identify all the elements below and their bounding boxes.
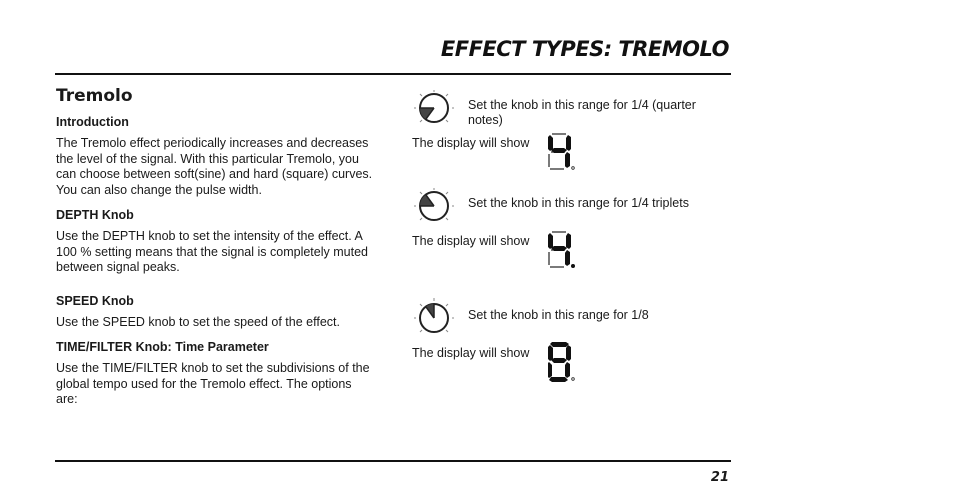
time-text: Use the TIME/FILTER knob to set the subdivisions of the global tempo used for the Tremolo effect. The options are:	[56, 361, 370, 406]
knob-range-eighth-icon	[412, 298, 460, 338]
display-label: The display will show	[412, 234, 530, 248]
page-number: 21	[710, 470, 729, 485]
right-column	[412, 88, 732, 396]
seven-segment-display-4-dot	[548, 230, 576, 270]
option-quarter	[412, 88, 732, 186]
option-eighth	[412, 298, 732, 396]
seven-segment-display-8	[548, 342, 576, 382]
depth-text: Use the DEPTH knob to set the intensity of the effect. A 100 % setting means that the signal is completely muted between signal peaks.	[56, 229, 368, 274]
page-header-title: EFFECT TYPES: TREMOLO	[440, 37, 729, 61]
knob-range-quarter-icon	[412, 88, 460, 128]
depth-heading: DEPTH Knob	[56, 208, 134, 222]
intro-heading: Introduction	[56, 115, 129, 129]
speed-text: Use the SPEED knob to set the speed of the effect.	[56, 314, 340, 329]
knob-range-triplet-icon	[412, 186, 460, 226]
time-heading: TIME/FILTER Knob: Time Parameter	[56, 340, 269, 354]
seven-segment-display-4	[548, 132, 576, 172]
speed-heading: SPEED Knob	[56, 293, 134, 308]
option-quarter-triplets	[412, 186, 732, 284]
header-rule	[55, 73, 731, 75]
intro-text: The Tremolo effect periodically increases and decreases the level of the signal. With this particular Tremolo, you can choose between soft(sine) and hard (square) curves. You can also change the pulse width.	[56, 136, 373, 197]
left-column	[56, 86, 376, 418]
knob-instruction: Set the knob in this range for 1/4 (quarter notes)	[468, 98, 696, 127]
knob-instruction: Set the knob in this range for 1/4 triplets	[468, 196, 689, 210]
display-label: The display will show	[412, 346, 530, 360]
knob-instruction: Set the knob in this range for 1/8	[468, 308, 649, 322]
footer-rule	[55, 460, 731, 462]
display-label: The display will show	[412, 136, 530, 150]
section-title: Tremolo	[56, 86, 133, 106]
